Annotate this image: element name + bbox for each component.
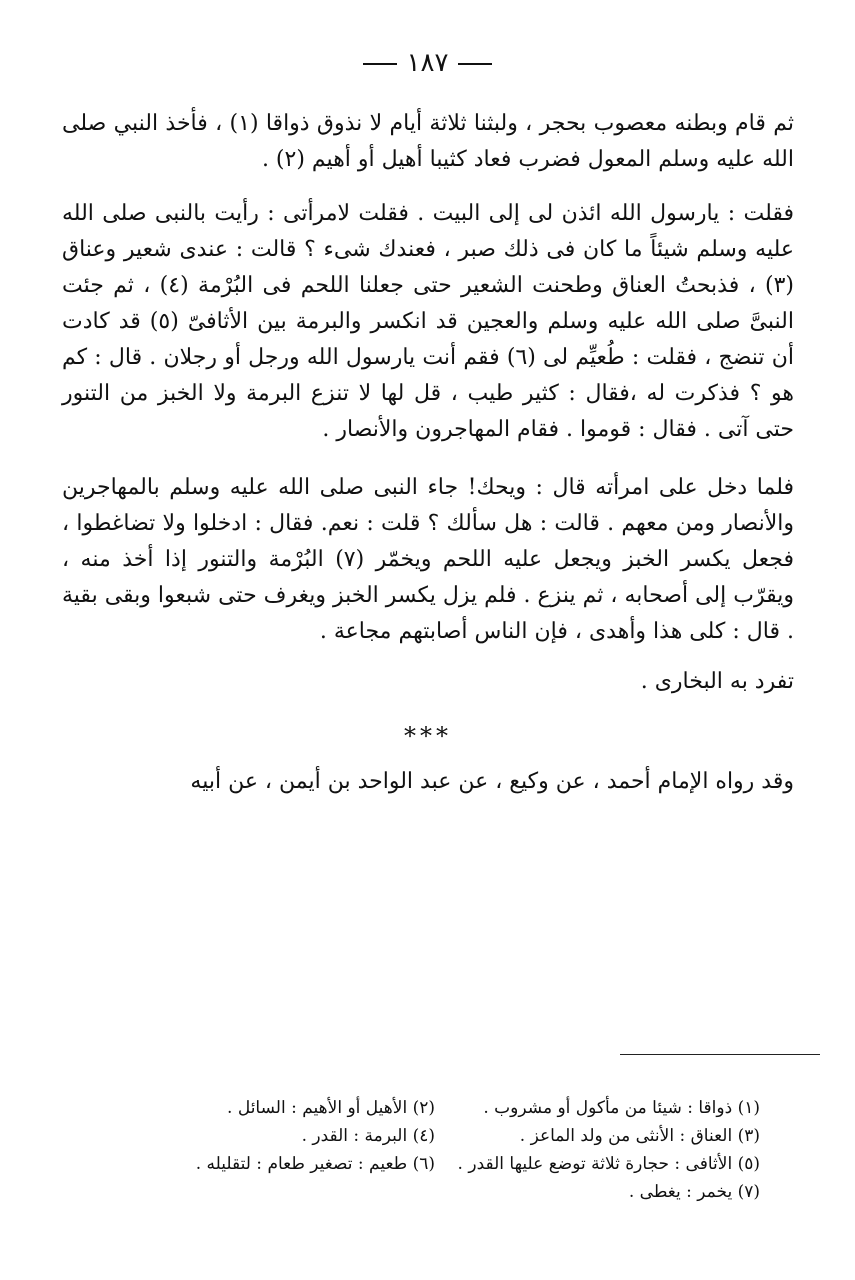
section-divider-stars: ***	[404, 722, 452, 750]
footnote-4: (٤) البرمة : القدر .	[301, 1126, 435, 1146]
footnote-6: (٦) طعيم : تصغير طعام : لتقليله .	[195, 1154, 435, 1174]
footnote-row	[110, 1094, 760, 1122]
main-text	[62, 106, 794, 822]
footnote-empty	[110, 1178, 435, 1206]
paragraph-1: ثم قام وبطنه معصوب بحجر ، ولبثنا ثلاثة أيام لا نذوق ذواقا (١) ، فأخذ النبي صلى الله عليه وسلم المعول فضرب فعاد كثيبا أهيل أو أهيم (٢) .	[62, 111, 794, 172]
header-dash-right	[458, 63, 492, 65]
footnote-3: (٣) العناق : الأنثى من ولد الماعز .	[519, 1126, 760, 1146]
paragraph-3: فلما دخل على امرأته قال : ويحك! جاء النبى صلى الله عليه وسلم بالمهاجرين والأنصار ومن معهم . قالت : هل سألك ؟ قلت : نعم. فقال : ادخلوا ولا تضاغطوا ، فجعل يكسر الخبز ويجعل عليه اللحم ويخمّر (٧) البُرْمة والتنور إذا أخذ منه ، ويقرّب إلى أصحابه ، ثم ينزع . فلم يزل يكسر الخبز ويغرف حتى شبعوا وبقى بقية . قال : كلى هذا وأهدى ، فإن الناس أصابتهم مجاعة .	[62, 475, 794, 644]
footnote-1: (١) ذواقا : شيئا من مأكول أو مشروب .	[483, 1098, 760, 1118]
page-header	[0, 48, 855, 78]
footnote-5: (٥) الأثافى : حجارة ثلاثة توضع عليها القدر .	[457, 1154, 760, 1174]
footnotes	[110, 1094, 760, 1206]
footnote-7: (٧) يخمر : يغطى .	[628, 1182, 760, 1202]
footnote-row	[110, 1150, 760, 1178]
header-dash-left	[363, 63, 397, 65]
footnote-row	[110, 1122, 760, 1150]
paragraph-attribution: تفرد به البخارى .	[640, 669, 794, 694]
paragraph-5: وقد رواه الإمام أحمد ، عن وكيع ، عن عبد الواحد بن أيمن ، عن أبيه	[190, 769, 794, 794]
footnote-separator	[620, 1054, 820, 1055]
footnote-row	[110, 1178, 760, 1206]
page-number: ١٨٧	[406, 48, 449, 78]
paragraph-2: فقلت : يارسول الله ائذن لى إلى البيت . فقلت لامرأتى : رأيت بالنبى صلى الله عليه وسلم شيئاً ما كان فى ذلك صبر ، فعندك شىء ؟ قالت : عندى شعير وعناق (٣) ، فذبحتُ العناق وطحنت الشعير حتى جعلنا اللحم فى البُرْمة (٤) ، ثم جئت النبىَّ صلى الله عليه وسلم والعجين قد انكسر والبرمة بين الأثافىّ (٥) قد كادت أن تنضج ، فقلت : طُعيِّم لى (٦) فقم أنت يارسول الله ورجل أو رجلان . قال : كم هو ؟ فذكرت له ،فقال : كثير طيب ، قل لها لا تنزع البرمة ولا الخبز من التنور حتى آتى . فقال : قوموا . فقام المهاجرون والأنصار .	[62, 201, 795, 442]
footnote-2: (٢) الأهيل أو الأهيم : السائل .	[227, 1098, 435, 1118]
